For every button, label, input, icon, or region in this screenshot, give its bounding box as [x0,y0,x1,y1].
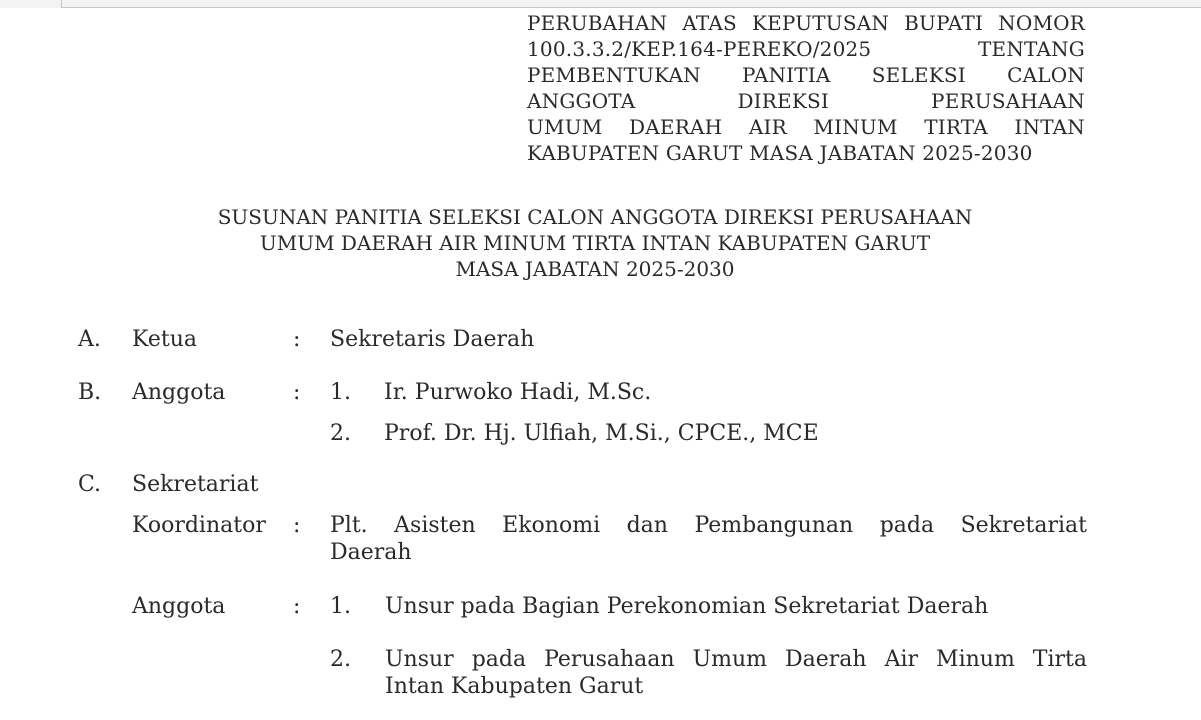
section-a-letter: A. [78,327,101,352]
sekretariat-anggota-colon: : [293,594,301,619]
sekretariat-anggota-item-line: Intan Kabupaten Garut [385,674,644,699]
document-title [140,204,1050,282]
koordinator-colon: : [293,513,301,538]
sekretariat-anggota-item-text: Unsur pada Bagian Perekonomian Sekretariat Daerah [385,594,989,619]
section-b-item-number: 1. [330,380,351,405]
title-line: SUSUNAN PANITIA SELEKSI CALON ANGGOTA DIREKSI PERUSAHAAN [217,205,973,229]
section-b-item-text: Prof. Dr. Hj. Ulfiah, M.Si., CPCE., MCE [384,421,819,446]
title-line: MASA JABATAN 2025-2030 [455,257,735,281]
section-a-value: Sekretaris Daerah [330,327,535,352]
header-line: PERUBAHAN ATAS KEPUTUSAN BUPATI NOMOR [527,11,1085,35]
header-line: KABUPATEN GARUT MASA JABATAN 2025-2030 [527,141,1033,165]
section-c-label: Sekretariat [132,472,259,497]
koordinator-value-line: Plt. Asisten Ekonomi dan Pembangunan pada Sekretariat [330,513,1087,538]
sekretariat-anggota-item-line: Unsur pada Perusahaan Umum Daerah Air Minum Tirta [385,647,1087,672]
koordinator-value-line: Daerah [330,540,412,565]
title-line: UMUM DAERAH AIR MINUM TIRTA INTAN KABUPATEN GARUT [259,231,931,255]
sekretariat-anggota-item-number: 1. [330,594,351,619]
document-header [527,10,1085,166]
koordinator-value [330,512,1087,566]
section-c-letter: C. [78,472,102,497]
section-b-label: Anggota [132,380,226,405]
section-a-colon: : [293,327,301,352]
section-b-colon: : [293,380,301,405]
section-b-letter: B. [78,380,102,405]
header-line: ANGGOTA DIREKSI PERUSAHAAN [527,89,1085,113]
sekretariat-anggota-label: Anggota [132,594,226,619]
koordinator-label: Koordinator [132,513,266,538]
header-line: UMUM DAERAH AIR MINUM TIRTA INTAN [527,115,1085,139]
section-a-label: Ketua [132,327,197,352]
sekretariat-anggota-item-number: 2. [330,647,351,672]
viewer-top-bar [0,0,1201,8]
section-b-item-text: Ir. Purwoko Hadi, M.Sc. [384,380,652,405]
sekretariat-anggota-item-text [385,646,1087,700]
header-line: PEMBENTUKAN PANITIA SELEKSI CALON [527,63,1085,87]
header-line: 100.3.3.2/KEP.164-PEREKO/2025 TENTANG [527,37,1085,61]
viewer-top-bar-border [62,7,1201,8]
section-b-item-number: 2. [330,421,351,446]
